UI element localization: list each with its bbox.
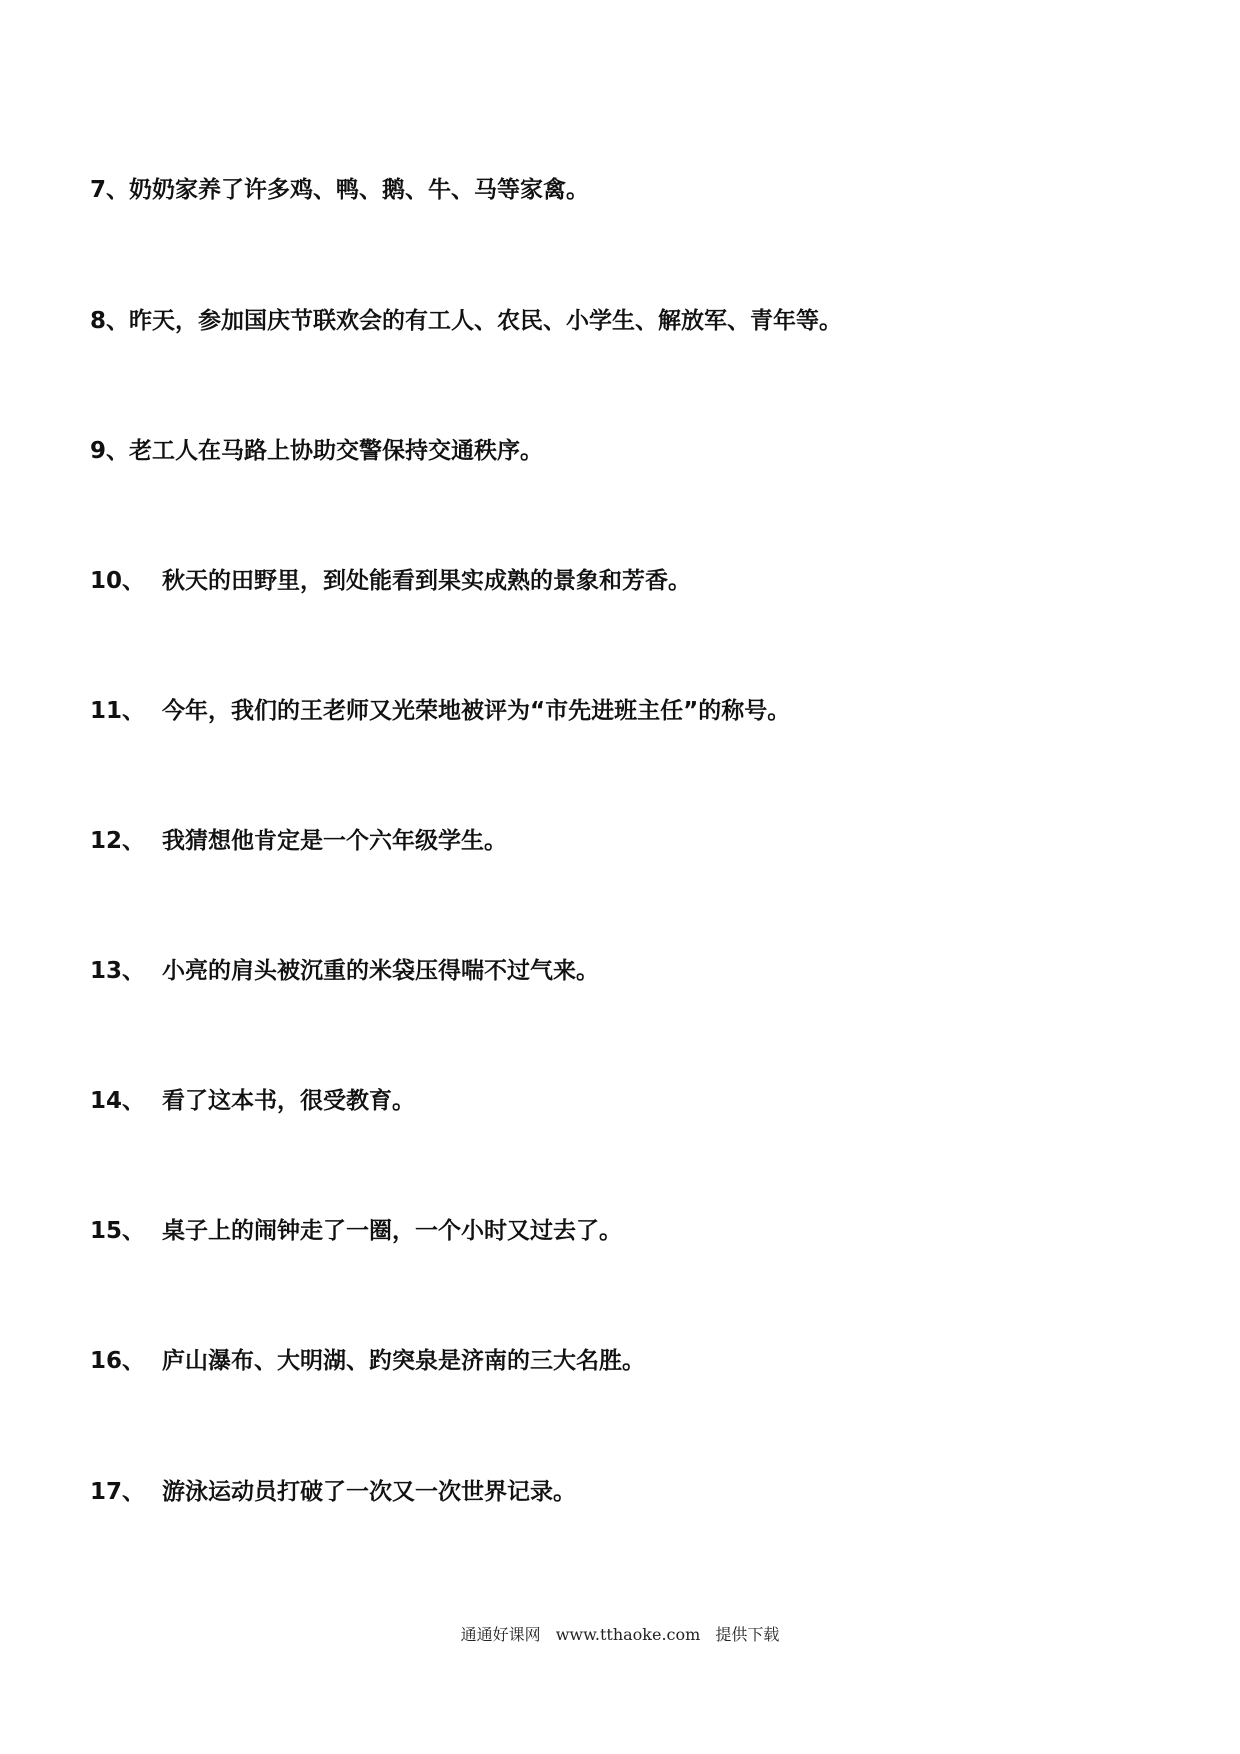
sentence-item-16 bbox=[90, 1341, 645, 1381]
sentence-item-14 bbox=[90, 1081, 415, 1121]
page-footer bbox=[0, 1622, 1240, 1645]
item-text: 昨天，参加国庆节联欢会的有工人、农民、小学生、解放军、青年等。 bbox=[129, 308, 843, 334]
item-number: 9 bbox=[90, 438, 107, 464]
item-text: 庐山瀑布、大明湖、趵突泉是济南的三大名胜。 bbox=[162, 1348, 646, 1374]
item-text: 今年，我们的王老师又光荣地被评为“市先进班主任”的称号。 bbox=[162, 698, 791, 724]
item-text: 秋天的田野里，到处能看到果实成熟的景象和芳香。 bbox=[162, 568, 692, 594]
item-number: 14 bbox=[90, 1088, 123, 1114]
footer-url[interactable]: www.tthaoke.com bbox=[555, 1625, 701, 1644]
item-number: 8 bbox=[90, 308, 107, 334]
sentence-item-10 bbox=[90, 561, 691, 601]
sentence-item-8 bbox=[90, 301, 842, 341]
item-number: 15 bbox=[90, 1218, 123, 1244]
item-text: 我猜想他肯定是一个六年级学生。 bbox=[162, 828, 508, 854]
item-separator: 、 bbox=[122, 1088, 146, 1114]
item-text: 奶奶家养了许多鸡、鸭、鹅、牛、马等家禽。 bbox=[129, 177, 590, 203]
sentence-item-7 bbox=[90, 170, 589, 210]
item-number: 11 bbox=[90, 698, 123, 724]
item-text: 桌子上的闹钟走了一圈，一个小时又过去了。 bbox=[162, 1218, 623, 1244]
item-separator: 、 bbox=[122, 958, 146, 984]
item-number: 12 bbox=[90, 828, 123, 854]
item-number: 10 bbox=[90, 568, 123, 594]
sentence-item-12 bbox=[90, 821, 507, 861]
footer-note: 提供下载 bbox=[715, 1625, 780, 1644]
item-text: 看了这本书，很受教育。 bbox=[162, 1088, 416, 1114]
item-separator: 、 bbox=[122, 568, 146, 594]
item-separator: 、 bbox=[122, 1218, 146, 1244]
item-separator: 、 bbox=[106, 438, 130, 464]
item-number: 13 bbox=[90, 958, 123, 984]
sentence-item-11 bbox=[90, 691, 790, 731]
item-separator: 、 bbox=[122, 698, 146, 724]
item-number: 17 bbox=[90, 1479, 123, 1505]
footer-site-name: 通通好课网 bbox=[460, 1625, 541, 1644]
sentence-item-9 bbox=[90, 431, 543, 471]
item-text: 游泳运动员打破了一次又一次世界记录。 bbox=[162, 1479, 577, 1505]
item-text: 老工人在马路上协助交警保持交通秩序。 bbox=[129, 438, 544, 464]
item-separator: 、 bbox=[122, 1479, 146, 1505]
item-separator: 、 bbox=[106, 308, 130, 334]
sentence-item-13 bbox=[90, 951, 599, 991]
sentence-item-17 bbox=[90, 1472, 576, 1512]
item-separator: 、 bbox=[106, 177, 130, 203]
sentence-item-15 bbox=[90, 1211, 622, 1251]
item-number: 7 bbox=[90, 177, 107, 203]
item-number: 16 bbox=[90, 1348, 123, 1374]
item-text: 小亮的肩头被沉重的米袋压得喘不过气来。 bbox=[162, 958, 600, 984]
item-separator: 、 bbox=[122, 828, 146, 854]
item-separator: 、 bbox=[122, 1348, 146, 1374]
